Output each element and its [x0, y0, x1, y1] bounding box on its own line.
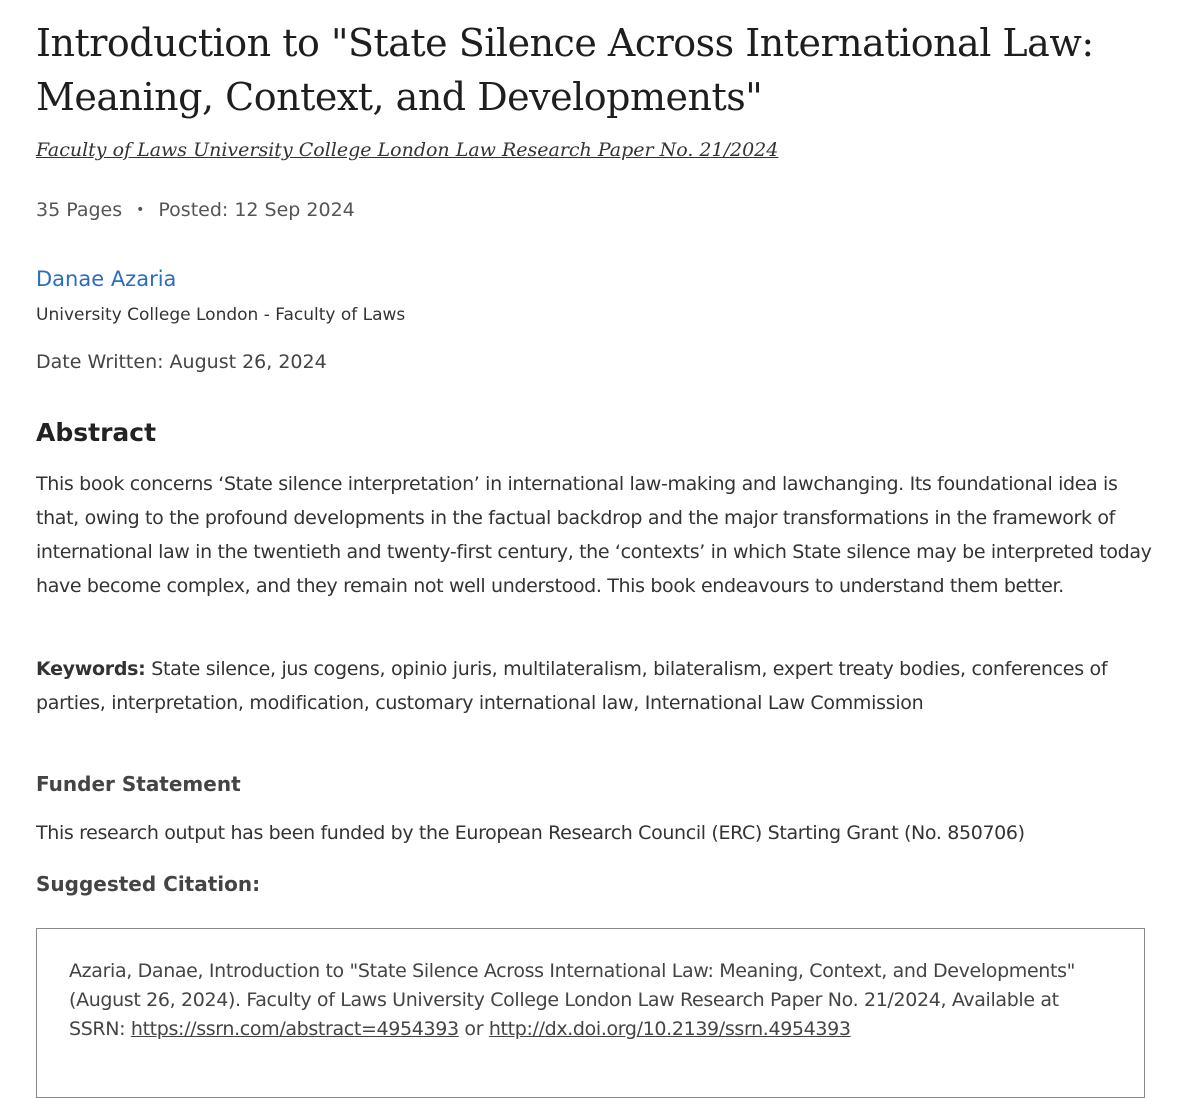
- funder-heading: Funder Statement: [36, 772, 241, 796]
- paper-meta: [36, 199, 355, 221]
- keywords-label: Keywords:: [36, 658, 146, 680]
- abstract-text: This book concerns ‘State silence interpretation’ in international law-making and lawchanging. Its foundational idea is that, owing to the profound developments in the factual backdrop and the major transformations in the framework of international law in the twentieth and twenty-first century, the ‘contexts’ in which State silence may be interpreted today have become complex, and they remain not well understood. This book endeavours to understand them better.: [36, 473, 1152, 597]
- series-link[interactable]: Faculty of Laws University College London Law Research Paper No. 21/2024: [36, 139, 779, 161]
- ssrn-link[interactable]: https://ssrn.com/abstract=4954393: [130, 1018, 459, 1040]
- meta-separator: •: [136, 202, 145, 218]
- citation-text: [69, 957, 1079, 1044]
- doi-link[interactable]: http://dx.doi.org/10.2139/ssrn.4954393: [488, 1018, 851, 1040]
- author-affiliation: University College London - Faculty of Laws: [36, 305, 406, 325]
- abstract-heading: Abstract: [36, 418, 157, 447]
- author-link[interactable]: Danae Azaria: [36, 267, 177, 291]
- date-written: Date Written: August 26, 2024: [36, 351, 327, 373]
- keywords: [36, 652, 1156, 720]
- posted-date: Posted: 12 Sep 2024: [158, 199, 355, 221]
- citation-box: [36, 928, 1145, 1098]
- page-count: 35 Pages: [36, 199, 123, 221]
- paper-title: Introduction to "State Silence Across International Law: Meaning, Context, and Developments": [36, 21, 1094, 119]
- citation-or: or: [458, 1018, 489, 1040]
- funder-text: This research output has been funded by the European Research Council (ERC) Starting Grant (No. 850706): [36, 822, 1025, 844]
- citation-body: Azaria, Danae, Introduction to "State Silence Across International Law: Meaning, Context, and Developments" (August 26, 2024). Faculty of Laws University College London Law Research Paper No. 21/2024, Available at SSRN:: [69, 960, 1076, 1040]
- citation-heading: Suggested Citation:: [36, 872, 261, 896]
- keywords-list: State silence, jus cogens, opinio juris, multilateralism, bilateralism, expert treaty bodies, conferences of parties, interpretation, modification, customary international law, International Law Commission: [36, 658, 1108, 714]
